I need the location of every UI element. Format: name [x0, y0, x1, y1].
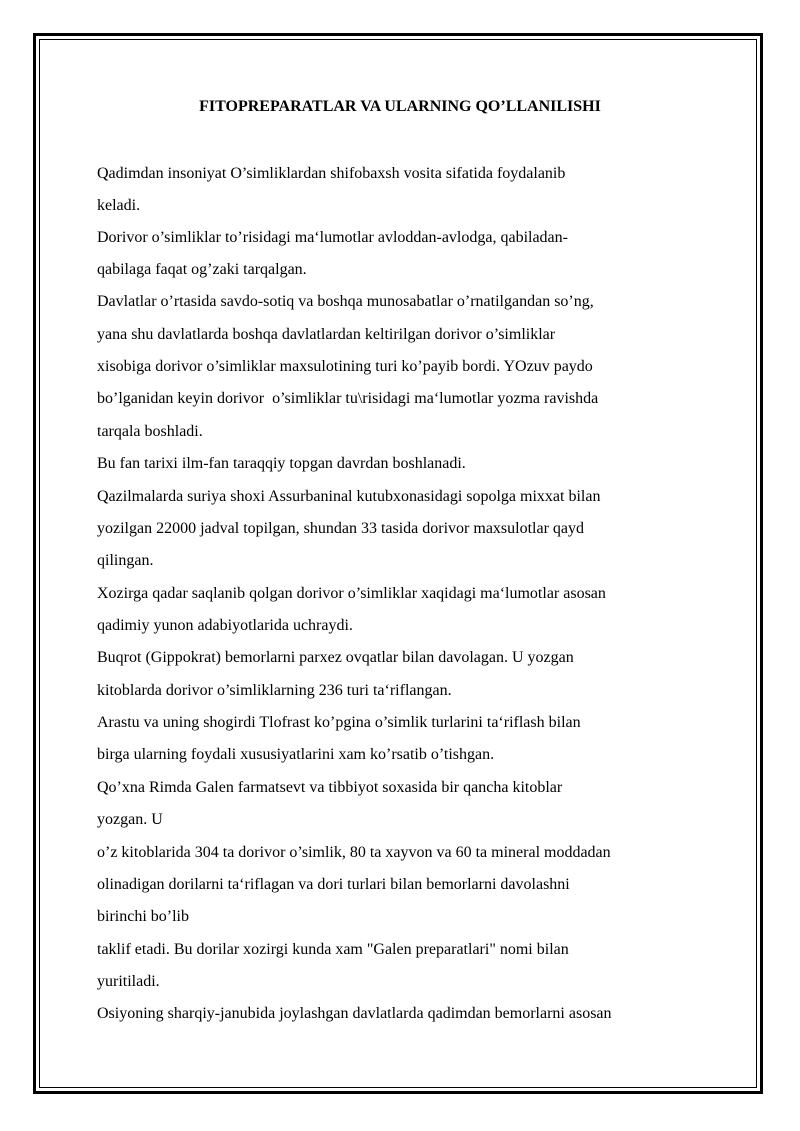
body-line: yozgan. U [97, 811, 163, 828]
body-line: Qadimdan insoniyat O’simliklardan shifobaxsh vosita sifatida foydalanib [97, 165, 566, 182]
body-line: keladi. [97, 197, 141, 214]
body-line: Davlatlar o’rtasida savdo-sotiq va boshqa munosabatlar o’rnatilgandan so’ng, [97, 293, 594, 310]
body-line: birga ularning foydali xususiyatlarini xam ko’rsatib o’tishgan. [97, 746, 495, 763]
document-title: FITOPREPARATLAR VA ULARNING QO’LLANILISHI [199, 98, 601, 115]
body-line: kitoblarda dorivor o’simliklarning 236 turi ta‘riflangan. [97, 682, 452, 699]
body-line: qadimiy yunon adabiyotlarida uchraydi. [97, 617, 353, 634]
body-line: Arastu va uning shogirdi Tlofrast ko’pgina o’simlik turlarini ta‘riflash bilan [97, 714, 581, 731]
body-line: yozilgan 22000 jadval topilgan, shundan 33 tasida dorivor maxsulotlar qayd [97, 520, 585, 537]
body-line: Dorivor o’simliklar to’risidagi ma‘lumotlar avloddan-avlodga, qabiladan- [97, 229, 568, 246]
body-line: Bu fan tarixi ilm-fan taraqqiy topgan davrdan boshlanadi. [97, 455, 466, 472]
body-line: Qo’xna Rimda Galen farmatsevt va tibbiyot soxasida bir qancha kitoblar [97, 779, 563, 796]
body-line: bo’lganidan keyin dorivor o’simliklar tu\risidagi ma‘lumotlar yozma ravishda [97, 390, 599, 407]
body-line: taklif etadi. Bu dorilar xozirgi kunda xam "Galen preparatlari" nomi bilan [97, 941, 569, 958]
body-line: Buqrot (Gippokrat) bemorlarni parxez ovqatlar bilan davolagan. U yozgan [97, 649, 574, 666]
body-line: yana shu davlatlarda boshqa davlatlardan keltirilgan dorivor o’simliklar [97, 326, 556, 343]
body-line: birinchi bo’lib [97, 908, 189, 925]
body-line: xisobiga dorivor o’simliklar maxsulotining turi ko’payib bordi. YOzuv paydo [97, 358, 593, 375]
body-line: olinadigan dorilarni ta‘riflagan va dori turlari bilan bemorlarni davolashni [97, 876, 570, 893]
body-line: qilingan. [97, 552, 154, 569]
body-line: o’z kitoblarida 304 ta dorivor o’simlik, 80 ta xayvon va 60 ta mineral moddadan [97, 844, 611, 861]
body-line: qabilaga faqat og’zaki tarqalgan. [97, 261, 307, 278]
body-line: Qazilmalarda suriya shoxi Assurbaninal kutubxonasidagi sopolga mixxat bilan [97, 488, 601, 505]
body-line: Osiyoning sharqiy-janubida joylashgan davlatlarda qadimdan bemorlarni asosan [97, 1005, 612, 1022]
body-line: tarqala boshladi. [97, 423, 203, 440]
body-line: yuritiladi. [97, 973, 160, 990]
body-line: Xozirga qadar saqlanib qolgan dorivor o’simliklar xaqidagi ma‘lumotlar asosan [97, 585, 606, 602]
